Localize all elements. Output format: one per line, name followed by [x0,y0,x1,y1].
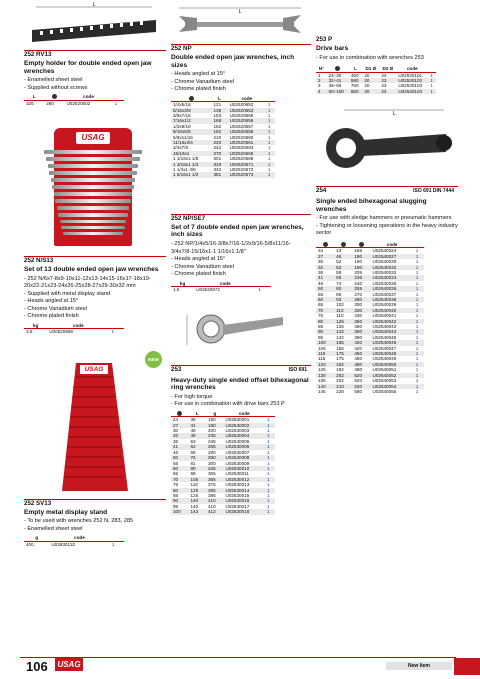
table-row: 55 86 270 U02540037 1 [318,291,419,297]
table-row: 3,6 U00520869 1 [26,329,114,335]
table-header: L code [24,94,124,100]
table-row: 1 1/16x1 1/8 301 U02520668 1 [173,156,271,162]
table-row: 90 140 410 U02530016 1 [171,498,275,503]
table-header: L code [171,96,275,102]
table-row: 110 175 450 U02540048 1 [316,351,424,356]
table-row: 65 98 355 U02530011 1 [173,471,270,477]
spec-table [24,535,124,547]
table-row: 400 U02830132 1 [26,541,115,547]
product-bullets: - 252 N/6x7-8x9-10x11-12x13-14x15-16x17-18x19- 20x22-21x23-24x26-25x28-27x29-30x32 mm - Supplied with metal display stand - Heads angled at 15° - Chrome Vanadium steel - Chrome plated finish [24,275,151,320]
table-row: 120 182 480 U02540050 1 [316,362,424,367]
column-right [316,0,458,394]
table-row: 27 41 190 U02530002 1 [171,423,275,428]
table-row: 15/16x1 270 U02520665 1 [171,151,275,156]
product-bullets: - For use in combination with wrenches 253 [316,54,424,61]
spec-table [24,94,124,106]
table-header: code [316,242,424,248]
page-number: 106 [26,659,48,674]
table-row: 7/16x1/2 168 U02520656 1 [171,118,275,123]
table-row: 2 32÷41 580 20 23 U02530102 1 [316,78,436,83]
standard-label: ISO 691 [288,366,307,373]
table-row: 41 62 265 U02530006 1 [171,444,275,449]
table-row: 32 52 190 U02540032 1 [316,265,424,270]
table-row: 1 24÷30 460 20 23 U02530101 1 [318,72,433,78]
svg-text:L: L [238,9,242,15]
table-row: 85 126 360 U02540043 1 [318,324,419,330]
table-row: 60 93 280 U02540038 1 [316,297,424,302]
table-header: L g code [171,411,275,417]
table-header: kg code [24,323,124,329]
spec-table [24,323,124,335]
brand-logo: USAG [55,658,83,671]
offset-ring-wrench-image [171,303,309,365]
table-row: 5/8x11/16 210 U02520660 1 [173,134,271,140]
new-badge: NEW [145,351,162,368]
table-row: 30 48 200 U02530003 1 [173,428,270,434]
table-row: 4 60÷100 860 20 23 U02530104 1 [316,89,436,94]
table-row: 1 1/4x1 3/8 342 U02520672 1 [173,167,271,173]
table-row: 11/16x3/4 220 U02520661 1 [171,140,275,145]
product-code: 252 RV13 [24,51,52,58]
table-row: 46 74 240 U02540035 1 [318,280,419,286]
table-row: 1/2x9/16 182 U02520657 1 [173,123,271,129]
table-row: 5/16x3/8 138 U02520653 1 [171,108,275,113]
spec-table [316,66,436,94]
table-row: 24 43 165 U02540024 1 [318,248,419,254]
table-row: 36 53 245 U02530005 1 [173,438,270,444]
wrench-set-display-image [24,118,164,256]
spec-table [316,242,424,394]
column-middle [171,0,311,515]
table-row: 80 125 385 U02530014 1 [171,488,275,493]
table-row: 46 69 280 U02530007 1 [173,449,270,455]
table-row: 3/8x7/16 153 U02520655 1 [173,113,271,119]
table-row: 90 142 390 U02540044 1 [316,329,424,334]
page-footer [0,657,480,679]
product-bullets: - 252 NP/1/4x5/16-3/8x7/16-1/2x9/16-5/8x11/16- 3/4x7/8-15/16x1-1 1/16x1 1/8" - Heads angled at 15° - Chrome Vanadium steel - Chrome plated finish [171,241,291,278]
table-row: 65 102 300 U02540039 1 [318,302,419,308]
spec-table [171,281,271,293]
product-code: 253 P [316,36,333,43]
product-title: Set of 13 double ended open jaw wrenches [24,266,159,274]
product-title: Single ended bihexagonal slugging wrenches [316,198,427,213]
table-row: 1 5/16x1 1/2 381 U02520673 1 [171,172,275,177]
brand-logo: USAG [84,365,104,373]
product-code: 252 SV13 [24,499,52,507]
display-stand-image [24,349,164,499]
new-item-legend: New Item [386,662,452,670]
table-row: 140 210 520 U02540054 1 [316,384,424,389]
product-code: 252 NP/SE7 [171,214,206,222]
table-row: 75 110 375 U02530013 1 [173,482,270,488]
table-row: 95 140 410 U02530017 1 [173,503,270,509]
product-bullets: - For use with sledge hammers or pneumatic hammers - Tightening or loosening operations in the heavy industry sector [316,215,458,237]
product-code: 252 N/S13 [24,257,54,265]
slugging-wrench-image [316,104,456,186]
svg-text:L: L [392,111,396,118]
table-row: 60 90 345 U02530010 1 [171,466,275,471]
table-row: 125 182 480 U02540051 1 [318,367,419,373]
product-bullets: - Enamelled sheet steel - Supplied without screws [24,77,88,91]
table-header: kg code [171,281,271,287]
table-row: 1,5 U02520872 1 [173,287,261,293]
column-left [24,0,166,547]
table-row: 80 126 360 U02540042 1 [316,319,424,324]
table-row: 1/4x5/16 121 U02520652 1 [173,102,271,108]
table-row: 75 110 330 U02540041 1 [318,313,419,319]
open-jaw-wrench-image [171,4,309,44]
product-bullets: - Heads angled at 15° - Chrome Vanadium steel - Chrome plated finish [171,71,235,93]
table-row: 55 81 300 U02530009 1 [173,460,270,466]
table-row: 100 143 412 U02530018 1 [171,509,275,514]
table-row: 325 260 U02520502 1 [26,100,118,106]
table-row: 32 49 235 U02530004 1 [171,433,275,438]
table-row: 3/4x7/8 242 U02520663 1 [173,145,271,151]
table-row: 41 66 236 U02540034 1 [316,275,424,280]
table-row: 24 38 180 U02530001 1 [173,417,270,423]
table-row: 1 3/16x1 1/4 318 U02520671 1 [171,162,275,167]
table-row: 145 228 580 U02540055 1 [318,388,419,394]
product-bullets: - For high torque - For use in combination with drive bars 253 P [171,393,285,408]
table-row: 135 202 520 U02540053 1 [318,378,419,384]
table-row: 27 46 180 U02540027 1 [316,254,424,259]
table-row: 95 142 390 U02540045 1 [318,334,419,340]
product-title: Set of 7 double ended open jaw wrenches, inch sizes [171,223,304,239]
spec-table [171,411,275,515]
table-header: g code [24,535,124,541]
product-title: Empty holder for double ended open jaw wrenches [24,60,152,75]
svg-text:L: L [92,2,96,8]
table-row: 70 110 330 U02540040 1 [316,308,424,313]
table-header: N° L D1 Ø D2 Ø code [316,66,436,72]
product-code: 254 [316,187,327,195]
table-row: 70 105 365 U02530012 1 [171,477,275,482]
wall-holder-image [24,2,164,50]
table-row: 115 175 450 U02540049 1 [318,356,419,362]
product-title: Double ended open jaw wrenches, inch sizes [171,54,295,69]
product-title: Heavy-duty single ended offset bihexagonal ring wrenches [171,376,309,392]
product-title: Empty metal display stand [24,508,108,516]
product-code: 253 [171,365,182,373]
table-row: 50 76 290 U02530008 1 [171,455,275,460]
table-row: 3 46÷55 760 20 23 U02530103 1 [318,83,433,89]
table-row: 130 202 520 U02540052 1 [316,373,424,378]
table-row: 30 52 190 U02540030 1 [318,259,419,265]
brand-logo: USAG [81,133,105,143]
table-row: 50 80 255 U02540036 1 [316,286,424,291]
spec-table [171,96,275,178]
product-title: Drive bars [316,45,349,52]
product-bullets: - To be used with wrenches 252 N, 283, 285 - Enamelled sheet steel [24,518,134,532]
table-row: 85 125 385 U02530015 1 [173,492,270,498]
table-row: 105 155 420 U02540047 1 [318,345,419,351]
standard-label: ISO 691 DIN 7444 [413,188,454,195]
table-row: 9/16x5/8 182 U02520658 1 [171,129,275,134]
table-row: 100 155 420 U02540046 1 [316,340,424,345]
table-row: 36 58 205 U02540033 1 [318,269,419,275]
product-code: 252 NP [171,45,192,52]
